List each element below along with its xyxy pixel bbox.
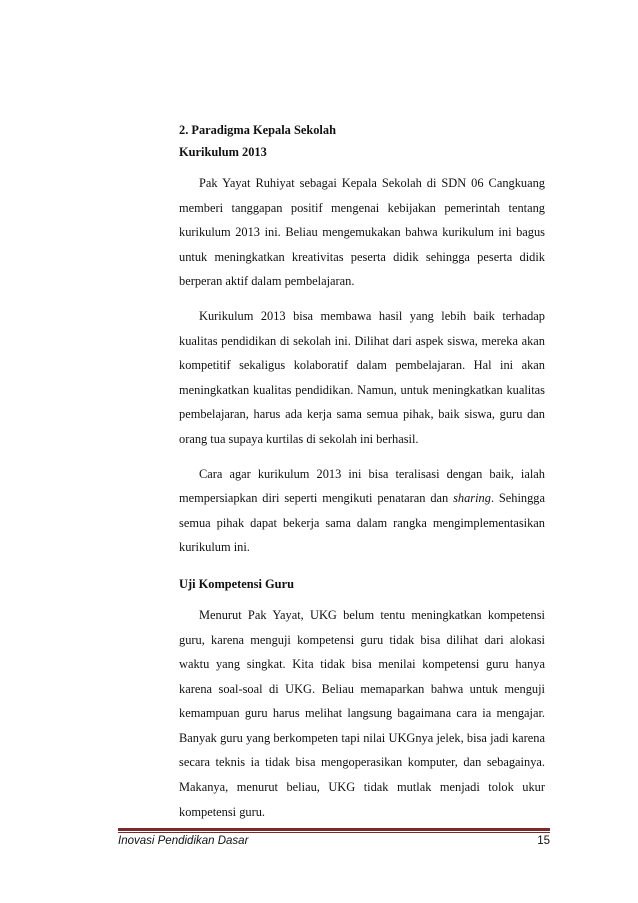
footer-rule-thick (118, 828, 550, 831)
footer-row (118, 835, 550, 847)
subheading-kurikulum: Kurikulum 2013 (179, 145, 267, 159)
page-footer (118, 828, 550, 847)
paragraph-3-emphasis: sharing (453, 491, 491, 506)
paragraph-3 (179, 462, 545, 560)
subheading-ukg: Uji Kompetensi Guru (179, 576, 294, 591)
page-body (179, 118, 545, 824)
footer-rule-thin (118, 832, 550, 833)
paragraph-1: Pak Yayat Ruhiyat sebagai Kepala Sekolah di SDN 06 Cangkuang memberi tanggapan positif mengenai kebijakan pemerintah tentang kurikulum 2013 ini. Beliau mengemukakan bahwa kurikulum ini bagus untuk meningkatkan kreativitas peserta didik sehingga peserta didik berperan aktif dalam pembelajaran. (179, 176, 545, 289)
paragraph-3-text-b: . Sehingga semua pihak dapat bekerja sama dalam rangka mengimplementasikan kurikulum ini. (179, 491, 545, 555)
paragraph-3-text-a: Cara agar kurikulum 2013 ini bisa teralisasi dengan baik, ialah mempersiapkan diri seperti mengikuti penataran dan (179, 466, 545, 506)
paragraph-2: Kurikulum 2013 bisa membawa hasil yang lebih baik terhadap kualitas pendidikan di sekolah ini. Dilihat dari aspek siswa, mereka akan kompetitif sekaligus kolaboratif dalam pembelajaran. Hal ini akan meningkatkan kualitas pendidikan. Namun, untuk meningkatkan kualitas pembelajaran, harus ada kerja sama semua pihak, baik siswa, guru dan orang tua supaya kurtilas di sekolah ini berhasil. (179, 308, 545, 446)
footer-title: Inovasi Pendidikan Dasar (118, 835, 249, 847)
page-number: 15 (537, 835, 550, 847)
paragraph-4: Menurut Pak Yayat, UKG belum tentu meningkatkan kompetensi guru, karena menguji kompetensi guru tidak bisa dilihat dari alokasi waktu yang singkat. Kita tidak bisa menilai kompetensi guru hanya karena soal-soal di UKG. Beliau memaparkan bahwa untuk menguji kemampuan guru harus melihat langsung bagaimana cara ia mengajar. Banyak guru yang berkompeten tapi nilai UKGnya jelek, bisa jadi karena secara teknis ia tidak bisa mengoperasikan komputer, dan sebagainya. Makanya, menurut beliau, UKG tidak mutlak menjadi tolok ukur kompetensi guru. (179, 607, 545, 819)
section-title: 2. Paradigma Kepala Sekolah (179, 123, 336, 137)
